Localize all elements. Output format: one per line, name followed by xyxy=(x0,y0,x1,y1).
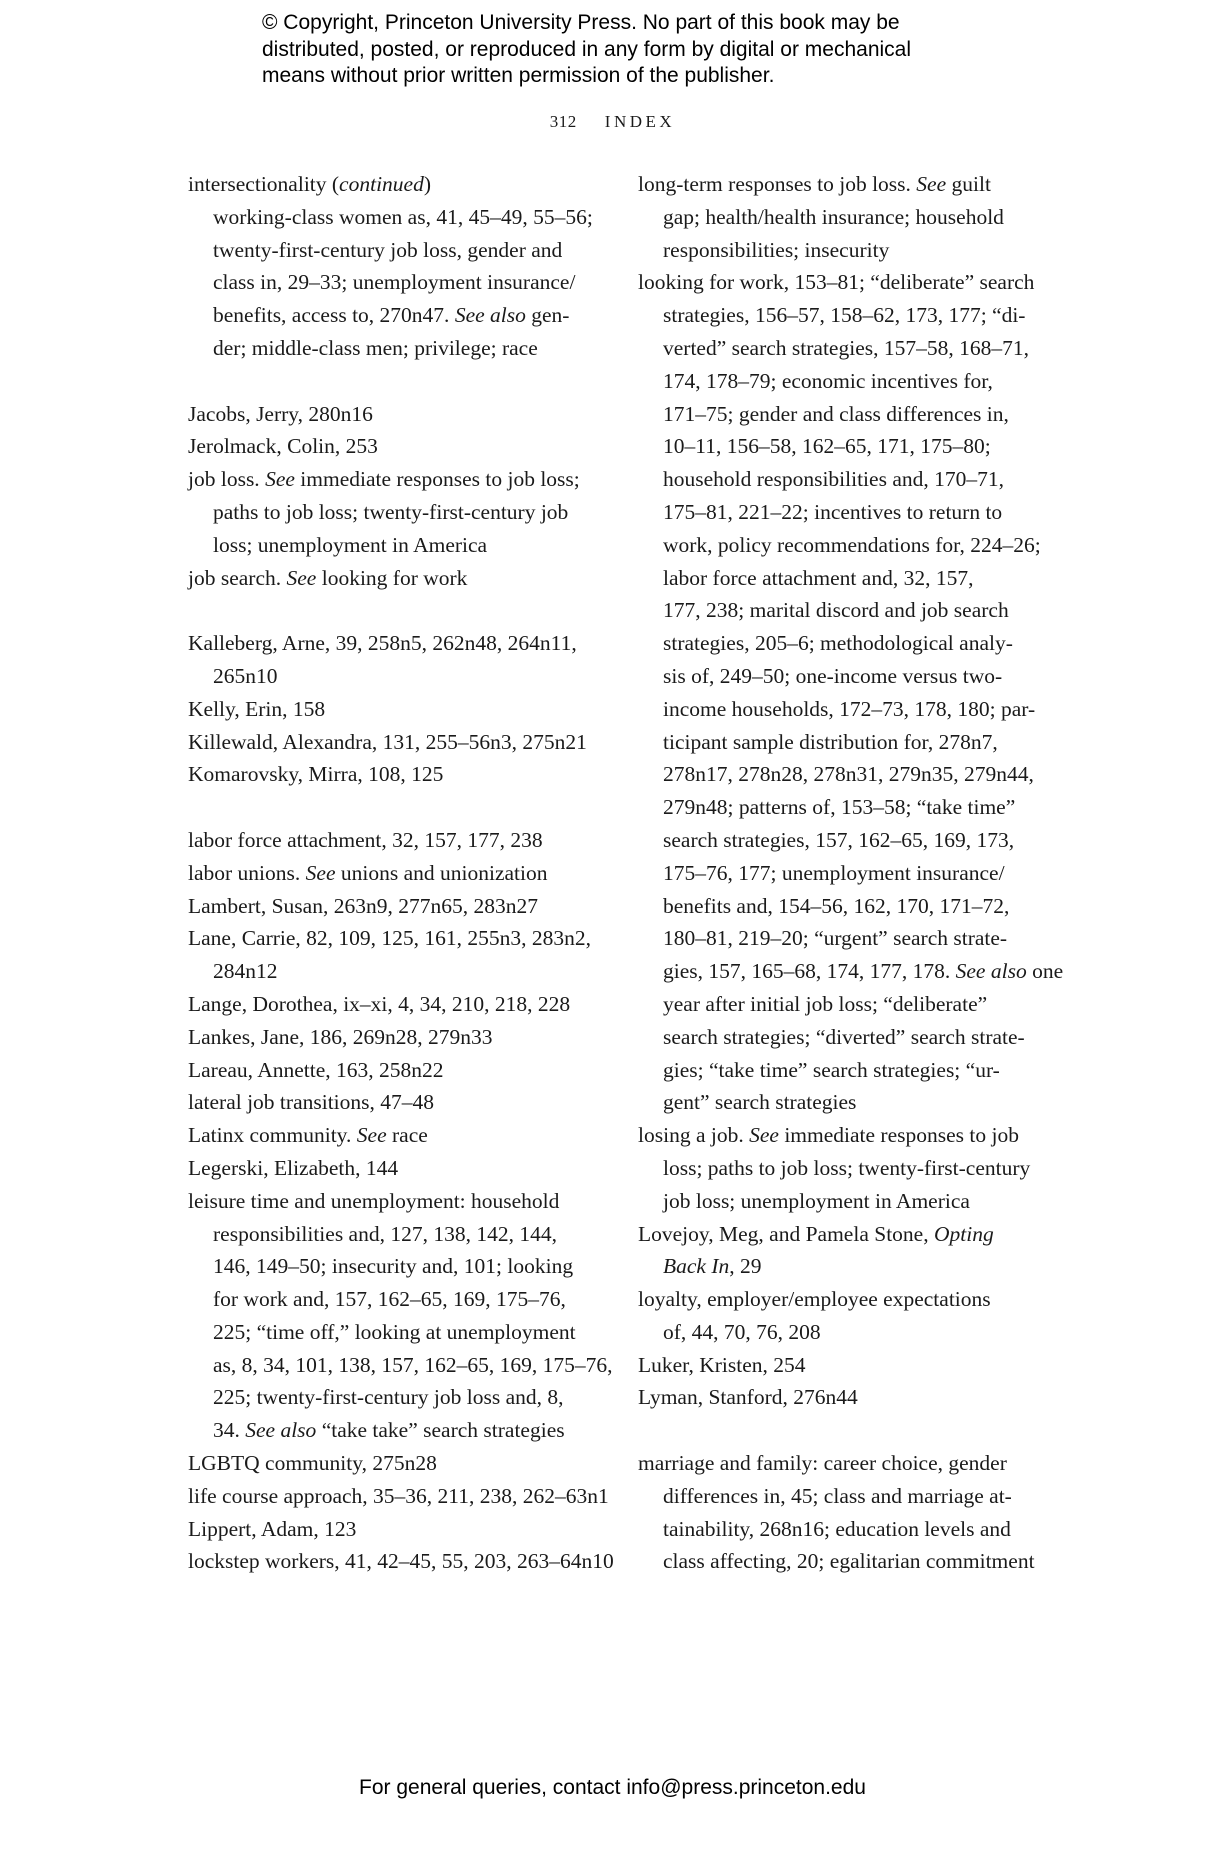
index-column-right xyxy=(638,168,1068,1578)
index-entry xyxy=(188,693,618,726)
index-line: job loss. See immediate responses to job loss; xyxy=(188,467,580,492)
index-line: 225; “time off,” looking at unemployment xyxy=(213,1319,576,1344)
index-entry xyxy=(188,726,618,759)
index-line: marriage and family: career choice, gender xyxy=(638,1451,1007,1476)
index-line: ticipant sample distribution for, 278n7, xyxy=(663,729,998,754)
index-line: gent” search strategies xyxy=(663,1090,857,1115)
letter-group-gap xyxy=(188,365,618,398)
index-line: search strategies, 157, 162–65, 169, 173, xyxy=(663,827,1015,852)
index-entry xyxy=(638,1283,1068,1349)
index-line: income households, 172–73, 178, 180; par- xyxy=(663,696,1036,721)
index-entry xyxy=(188,562,618,595)
index-line: year after initial job loss; “deliberate” xyxy=(663,991,988,1016)
index-line: labor force attachment, 32, 157, 177, 238 xyxy=(188,827,543,852)
index-line: Lyman, Stanford, 276n44 xyxy=(638,1385,858,1410)
index-line: long-term responses to job loss. See guilt xyxy=(638,172,991,196)
copyright-line-2: distributed, posted, or reproduced in any form by digital or mechanical xyxy=(262,37,912,61)
index-line: looking for work, 153–81; “deliberate” search xyxy=(638,270,1035,295)
index-line: as, 8, 34, 101, 138, 157, 162–65, 169, 175–76, xyxy=(213,1352,613,1377)
index-line: 34. See also “take take” search strategies xyxy=(213,1418,565,1443)
index-entry xyxy=(188,1545,618,1578)
index-entry xyxy=(188,1152,618,1185)
index-line: twenty-first-century job loss, gender and xyxy=(213,237,563,262)
index-line: strategies, 156–57, 158–62, 173, 177; “di- xyxy=(663,303,1026,328)
index-line: Lippert, Adam, 123 xyxy=(188,1516,357,1541)
index-entry xyxy=(638,1349,1068,1382)
copyright-notice xyxy=(262,10,962,90)
index-line: 278n17, 278n28, 278n31, 279n35, 279n44, xyxy=(663,762,1034,787)
index-line: 279n48; patterns of, 153–58; “take time” xyxy=(663,795,1016,820)
index-line: leisure time and unemployment: household xyxy=(188,1188,560,1213)
index-line: working-class women as, 41, 45–49, 55–56; xyxy=(213,204,593,229)
index-line: Lareau, Annette, 163, 258n22 xyxy=(188,1057,444,1082)
index-line: gies; “take time” search strategies; “ur- xyxy=(663,1057,1000,1082)
index-line: verted” search strategies, 157–58, 168–71, xyxy=(663,335,1029,360)
index-column-left xyxy=(188,168,618,1578)
index-line: Jacobs, Jerry, 280n16 xyxy=(188,401,373,426)
index-line: life course approach, 35–36, 211, 238, 262–63n1 xyxy=(188,1483,609,1508)
index-line: 175–76, 177; unemployment insurance/ xyxy=(663,860,1005,885)
index-line: 265n10 xyxy=(213,663,278,688)
index-line: differences in, 45; class and marriage at- xyxy=(663,1483,1012,1508)
index-entry xyxy=(188,430,618,463)
index-line: work, policy recommendations for, 224–26; xyxy=(663,532,1041,557)
index-line: Kalleberg, Arne, 39, 258n5, 262n48, 264n11, xyxy=(188,631,577,656)
index-entry xyxy=(188,1447,618,1480)
index-line: 284n12 xyxy=(213,959,278,984)
index-line: Lange, Dorothea, ix–xi, 4, 34, 210, 218, 228 xyxy=(188,991,571,1016)
index-line: lateral job transitions, 47–48 xyxy=(188,1090,435,1115)
index-line: Lankes, Jane, 186, 269n28, 279n33 xyxy=(188,1024,493,1049)
index-line: Jerolmack, Colin, 253 xyxy=(188,434,378,459)
index-line: 174, 178–79; economic incentives for, xyxy=(663,368,993,393)
index-entry xyxy=(188,168,618,201)
index-entry xyxy=(638,1119,1068,1217)
index-line: Luker, Kristen, 254 xyxy=(638,1352,806,1377)
index-line: Latinx community. See race xyxy=(188,1123,428,1148)
index-line: class affecting, 20; egalitarian commitment xyxy=(663,1549,1035,1574)
running-head xyxy=(0,112,1225,132)
index-line: intersectionality (continued) xyxy=(188,172,432,196)
index-entry xyxy=(188,824,618,857)
index-line: 180–81, 219–20; “urgent” search strate- xyxy=(663,926,1008,951)
index-line: Back In, 29 xyxy=(663,1254,762,1279)
index-line: for work and, 157, 162–65, 169, 175–76, xyxy=(213,1287,566,1312)
index-line: labor force attachment and, 32, 157, xyxy=(663,565,974,590)
index-line: loyalty, employer/employee expectations xyxy=(638,1287,991,1312)
index-line: 177, 238; marital discord and job search xyxy=(663,598,1009,623)
index-entry xyxy=(188,627,618,693)
index-line: 175–81, 221–22; incentives to return to xyxy=(663,499,1003,524)
copyright-line-3: means without prior written permission of the publisher. xyxy=(262,64,775,87)
index-line: der; middle-class men; privilege; race xyxy=(213,335,538,360)
index-line: gies, 157, 165–68, 174, 177, 178. See also one xyxy=(663,959,1064,984)
copyright-line-1: © Copyright, Princeton University Press. No part of this book may be xyxy=(262,11,900,34)
index-entry xyxy=(188,1054,618,1087)
index-line: LGBTQ community, 275n28 xyxy=(188,1451,437,1476)
index-line: lockstep workers, 41, 42–45, 55, 203, 263–64n10 xyxy=(188,1549,614,1574)
index-line: Lambert, Susan, 263n9, 277n65, 283n27 xyxy=(188,893,538,918)
index-line: gap; health/health insurance; household xyxy=(663,204,1004,229)
index-line: strategies, 205–6; methodological analy- xyxy=(663,631,1013,656)
index-line: 225; twenty-first-century job loss and, 8, xyxy=(213,1385,564,1410)
letter-group-gap xyxy=(188,594,618,627)
index-entry xyxy=(188,758,618,791)
index-entry xyxy=(638,168,1068,266)
index-entry xyxy=(638,1447,1068,1578)
index-entry xyxy=(188,1119,618,1152)
index-line: 171–75; gender and class differences in, xyxy=(663,401,1009,426)
index-line: class in, 29–33; unemployment insurance/ xyxy=(213,270,576,295)
index-line: of, 44, 70, 76, 208 xyxy=(663,1319,821,1344)
index-line: benefits and, 154–56, 162, 170, 171–72, xyxy=(663,893,1010,918)
index-entry xyxy=(188,398,618,431)
index-line: Lane, Carrie, 82, 109, 125, 161, 255n3, 283n2, xyxy=(188,926,592,951)
index-line: loss; paths to job loss; twenty-first-century xyxy=(663,1155,1031,1180)
index-entry xyxy=(188,1185,618,1447)
index-line: household responsibilities and, 170–71, xyxy=(663,467,1004,492)
index-line: Killewald, Alexandra, 131, 255–56n3, 275n21 xyxy=(188,729,587,754)
index-entry xyxy=(188,1086,618,1119)
index-line: 10–11, 156–58, 162–65, 171, 175–80; xyxy=(663,434,991,459)
index-entry xyxy=(638,1218,1068,1284)
index-entry xyxy=(638,1381,1068,1414)
page-number: 312 xyxy=(549,112,577,131)
index-entry xyxy=(188,1480,618,1513)
index-line: benefits, access to, 270n47. See also gen- xyxy=(213,303,570,328)
index-line: sis of, 249–50; one-income versus two- xyxy=(663,663,1003,688)
index-entry-continued xyxy=(188,201,618,365)
index-line: 146, 149–50; insecurity and, 101; looking xyxy=(213,1254,574,1279)
index-line: tainability, 268n16; education levels and xyxy=(663,1516,1011,1541)
footer-contact: For general queries, contact info@press.princeton.edu xyxy=(359,1776,866,1799)
index-line: Komarovsky, Mirra, 108, 125 xyxy=(188,762,444,787)
index-line: Lovejoy, Meg, and Pamela Stone, Opting xyxy=(638,1221,994,1246)
letter-group-gap xyxy=(188,791,618,824)
index-line: job loss; unemployment in America xyxy=(663,1188,970,1213)
index-line: search strategies; “diverted” search strate- xyxy=(663,1024,1025,1049)
index-line: losing a job. See immediate responses to job xyxy=(638,1123,1019,1148)
index-entry xyxy=(188,463,618,561)
index-entry xyxy=(188,1513,618,1546)
index-line: Legerski, Elizabeth, 144 xyxy=(188,1155,399,1180)
index-entry xyxy=(188,1021,618,1054)
index-line: job search. See looking for work xyxy=(188,565,468,590)
index-entry xyxy=(188,890,618,923)
page-title: INDEX xyxy=(604,112,676,131)
index-entry xyxy=(188,922,618,988)
index-entry xyxy=(638,266,1068,1119)
index-entry xyxy=(188,857,618,890)
letter-group-gap xyxy=(638,1414,1068,1447)
index-line: responsibilities; insecurity xyxy=(663,237,890,262)
index-line: Kelly, Erin, 158 xyxy=(188,696,326,721)
index-line: loss; unemployment in America xyxy=(213,532,488,557)
index-line: labor unions. See unions and unionization xyxy=(188,860,548,885)
index-line: paths to job loss; twenty-first-century job xyxy=(213,499,569,524)
index-entry xyxy=(188,988,618,1021)
index-line: responsibilities and, 127, 138, 142, 144, xyxy=(213,1221,557,1246)
